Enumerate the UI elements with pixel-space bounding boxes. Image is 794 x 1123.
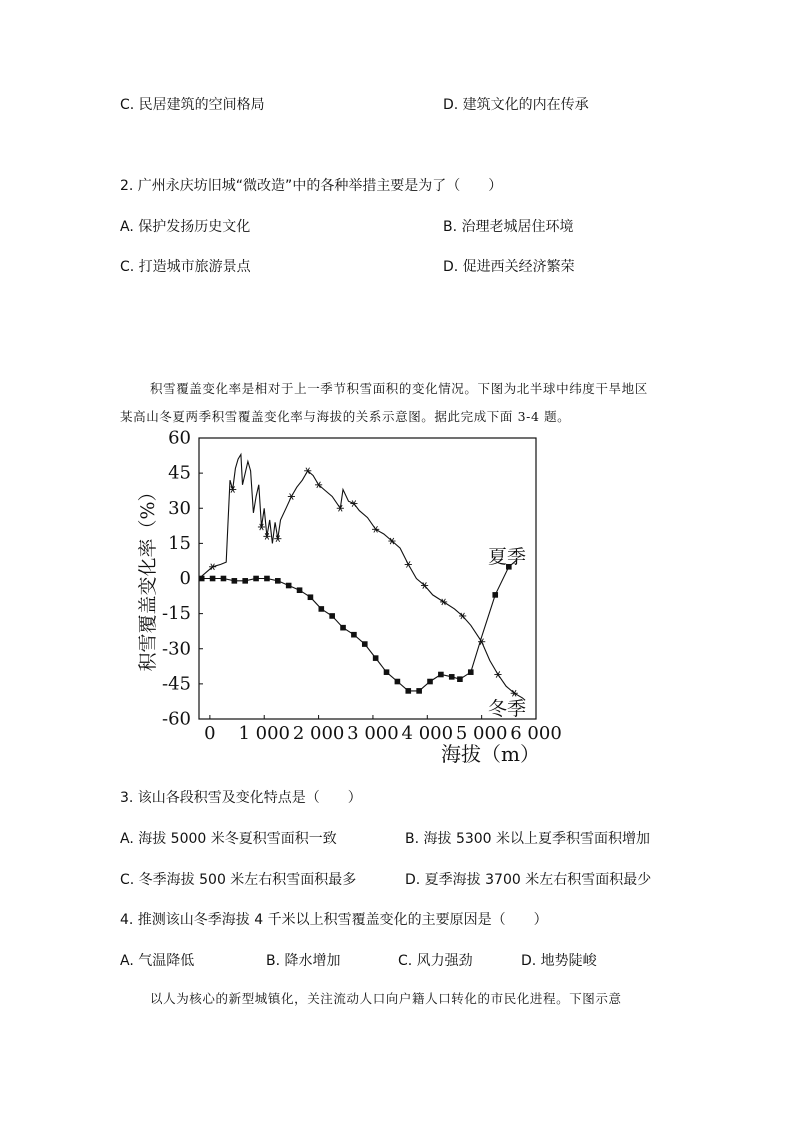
summer-data-point (286, 583, 292, 589)
x-tick-label: 6 000 (510, 723, 562, 744)
snow-cover-chart (120, 425, 570, 770)
q2-stem: 2. 广州永庆坊旧城“微改造”中的各种举措主要是为了（ ） (120, 178, 503, 194)
summer-data-point (242, 578, 248, 584)
summer-data-point (405, 688, 411, 694)
q4-option-a: A. 气温降低 (120, 953, 195, 969)
y-tick-label: 45 (168, 462, 191, 484)
summer-data-point (457, 676, 463, 682)
y-axis-ticks (162, 428, 203, 730)
y-tick-label: -30 (162, 638, 191, 660)
winter-data-point (350, 500, 357, 506)
summer-data-point (308, 594, 314, 600)
summer-data-point (210, 576, 216, 582)
y-tick-label: 60 (168, 427, 191, 449)
q2-option-a: A. 保护发扬历史文化 (120, 219, 251, 235)
summer-data-point (449, 674, 455, 680)
q3-option-c: C. 冬季海拔 500 米左右积雪面积最多 (120, 872, 357, 888)
q4-option-c: C. 风力强劲 (398, 953, 473, 969)
summer-data-point (438, 672, 444, 678)
x-tick-label: 5 000 (455, 723, 508, 744)
series-layer (199, 454, 525, 700)
summer-data-point (427, 679, 433, 685)
y-tick-label: -15 (162, 603, 191, 625)
summer-data-point (468, 669, 474, 675)
summer-data-point (221, 576, 227, 582)
summer-data-point (340, 625, 346, 631)
summer-data-point (373, 655, 379, 661)
winter-series-label: 冬季 (488, 698, 527, 720)
y-tick-label: -60 (162, 708, 191, 730)
winter-data-point (372, 526, 379, 532)
summer-data-point (351, 632, 357, 638)
q3-option-d: D. 夏季海拔 3700 米左右积雪面积最少 (405, 872, 652, 888)
winter-series-line (202, 454, 525, 700)
summer-data-point (329, 613, 335, 619)
summer-data-point (362, 641, 368, 647)
y-axis-label: 积雪覆盖变化率（%） (137, 482, 159, 672)
x-tick-label: 2 000 (292, 723, 345, 744)
summer-data-point (199, 576, 205, 582)
passage2-line-1: 以人为核心的新型城镇化，关注流动人口向户籍人口转化的市民化进程。下图示意 (150, 991, 622, 1006)
q2-option-c: C. 打造城市旅游景点 (120, 259, 251, 275)
passage-line-2: 某高山冬夏两季积雪覆盖变化率与海拔的关系示意图。据此完成下面 3-4 题。 (120, 409, 571, 424)
q1-option-c: C. 民居建筑的空间格局 (120, 97, 265, 113)
summer-data-point (264, 576, 270, 582)
y-tick-label: 30 (168, 497, 191, 519)
plot-frame (199, 438, 536, 719)
y-tick-label: 15 (168, 532, 191, 554)
x-tick-label: 4 000 (401, 723, 454, 744)
summer-data-point (384, 669, 390, 675)
summer-data-point (492, 592, 498, 598)
summer-data-point (416, 688, 422, 694)
q4-option-d: D. 地势陡峻 (521, 953, 597, 969)
winter-data-point (405, 561, 412, 567)
summer-data-point (297, 587, 303, 593)
y-tick-label: 0 (179, 568, 191, 589)
winter-data-point (494, 671, 501, 677)
summer-data-point (395, 679, 401, 685)
summer-data-point (318, 606, 324, 612)
winter-data-point (288, 493, 295, 499)
y-tick-label: -45 (162, 673, 191, 695)
x-axis-label: 海拔（m） (441, 742, 540, 766)
summer-data-point (232, 578, 238, 584)
summer-data-point (275, 578, 281, 584)
q3-option-b: B. 海拔 5300 米以上夏季积雪面积增加 (405, 831, 651, 847)
summer-data-point (253, 576, 259, 582)
q3-stem: 3. 该山各段积雪及变化特点是（ ） (120, 790, 362, 806)
q2-option-d: D. 促进西关经济繁荣 (443, 259, 575, 275)
x-tick-label: 3 000 (347, 723, 399, 744)
q1-option-d: D. 建筑文化的内在传承 (443, 97, 589, 113)
summer-series-label: 夏季 (488, 546, 527, 568)
q3-option-a: A. 海拔 5000 米冬夏积雪面积一致 (120, 831, 337, 847)
q4-stem: 4. 推测该山冬季海拔 4 千米以上积雪覆盖变化的主要原因是（ ） (120, 912, 548, 928)
q4-option-b: B. 降水增加 (266, 953, 341, 969)
q2-option-b: B. 治理老城居住环境 (443, 219, 574, 235)
x-tick-label: 0 (204, 723, 216, 744)
x-tick-label: 1 000 (238, 723, 290, 744)
passage-line-1: 积雪覆盖变化率是相对于上一季节积雪面积的变化情况。下图为北半球中纬度干旱地区 (150, 381, 648, 396)
